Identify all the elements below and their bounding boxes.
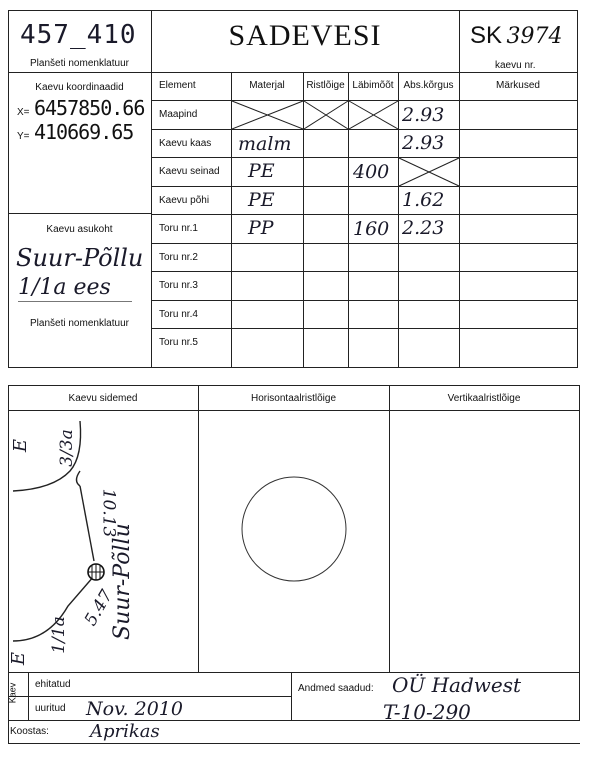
header-cross: Ristlõige [306,80,345,91]
header-abs: Abs.kõrgus [403,80,454,91]
surveyed-value: Nov. 2010 [86,698,183,720]
compiled-label: Koostas: [10,726,49,737]
seinad-material: PE [248,160,275,182]
well-number-label: kaevu nr. [495,60,536,71]
map-code: 457_410 [20,20,137,50]
well-number-value: 3974 [506,24,563,49]
header-notes: Märkused [496,80,540,91]
table-row-element: Toru nr.2 [159,252,198,263]
map-code-label: Planšeti nomenklatuur [30,58,129,69]
seinad-diameter: 400 [353,161,390,183]
location-line1: Suur-Põllu [16,244,144,272]
well-location-sketch [8,411,198,672]
location-nomenclature-label: Planšeti nomenklatuur [30,318,129,329]
well-number-prefix: SK [470,22,503,49]
col-vertical-header: Vertikaalristlõige [447,393,521,404]
coord-y-prefix: Y= [17,131,30,142]
sketch-label-top: 3/3a [56,429,77,467]
col-horizontal-header: Horisontaalristlõige [250,393,337,404]
location-label: Kaevu asukoht [46,224,113,235]
header-diameter: Läbimõõt [352,80,394,91]
sketch-e-bottom: E [8,651,30,666]
toru1-diameter: 160 [353,218,390,240]
sketch-dist-top: 10.13 [98,488,119,538]
data-from-ref: T-10-290 [383,700,471,724]
sketch-street: Suur-Põllu [110,523,135,640]
table-row-element: Kaevu seinad [159,166,220,177]
maapind-abs: 2.93 [402,104,445,126]
coords-label: Kaevu koordinaadid [35,82,124,93]
toru1-material: PP [248,217,274,239]
sketch-e-top: E [10,438,32,453]
sketch-label-bottom: 1/1a [48,616,69,654]
table-row-element: Kaevu põhi [159,195,210,206]
surveyed-label: uuritud [35,703,66,714]
header-material: Materjal [249,80,285,91]
table-row-element: Kaevu kaas [159,138,212,149]
kaas-material: malm [238,133,292,155]
table-row-element: Maapind [159,109,198,120]
table-row-element: Toru nr.5 [159,337,198,348]
toru1-abs: 2.23 [402,217,445,239]
header-element: Element [159,80,196,91]
data-from-value: OÜ Hadwest [392,673,522,697]
pohi-material: PE [248,189,275,211]
table-row-element: Toru nr.4 [159,309,198,320]
table-row-element: Toru nr.3 [159,280,198,291]
coord-x-prefix: X= [17,107,30,118]
coord-y-value: 410669.65 [33,120,134,144]
sketch-dist-bottom: 5.47 [80,586,118,630]
table-row-element: Toru nr.1 [159,223,198,234]
kaas-abs: 2.93 [402,132,445,154]
kaev-label: Kaev [7,682,18,704]
horizontal-section-circle [198,411,389,672]
crossed-cells [0,0,593,380]
pohi-abs: 1.62 [402,189,445,211]
data-from-label: Andmed saadud: [298,683,374,694]
col-sidemed-header: Kaevu sidemed [68,393,138,404]
coord-x-value: 6457850.66 [33,96,145,120]
built-label: ehitatud [35,679,71,690]
compiled-value: Aprikas [90,721,160,742]
location-line2: 1/1a ees [18,275,111,300]
page-title: SADEVESI [228,19,382,52]
